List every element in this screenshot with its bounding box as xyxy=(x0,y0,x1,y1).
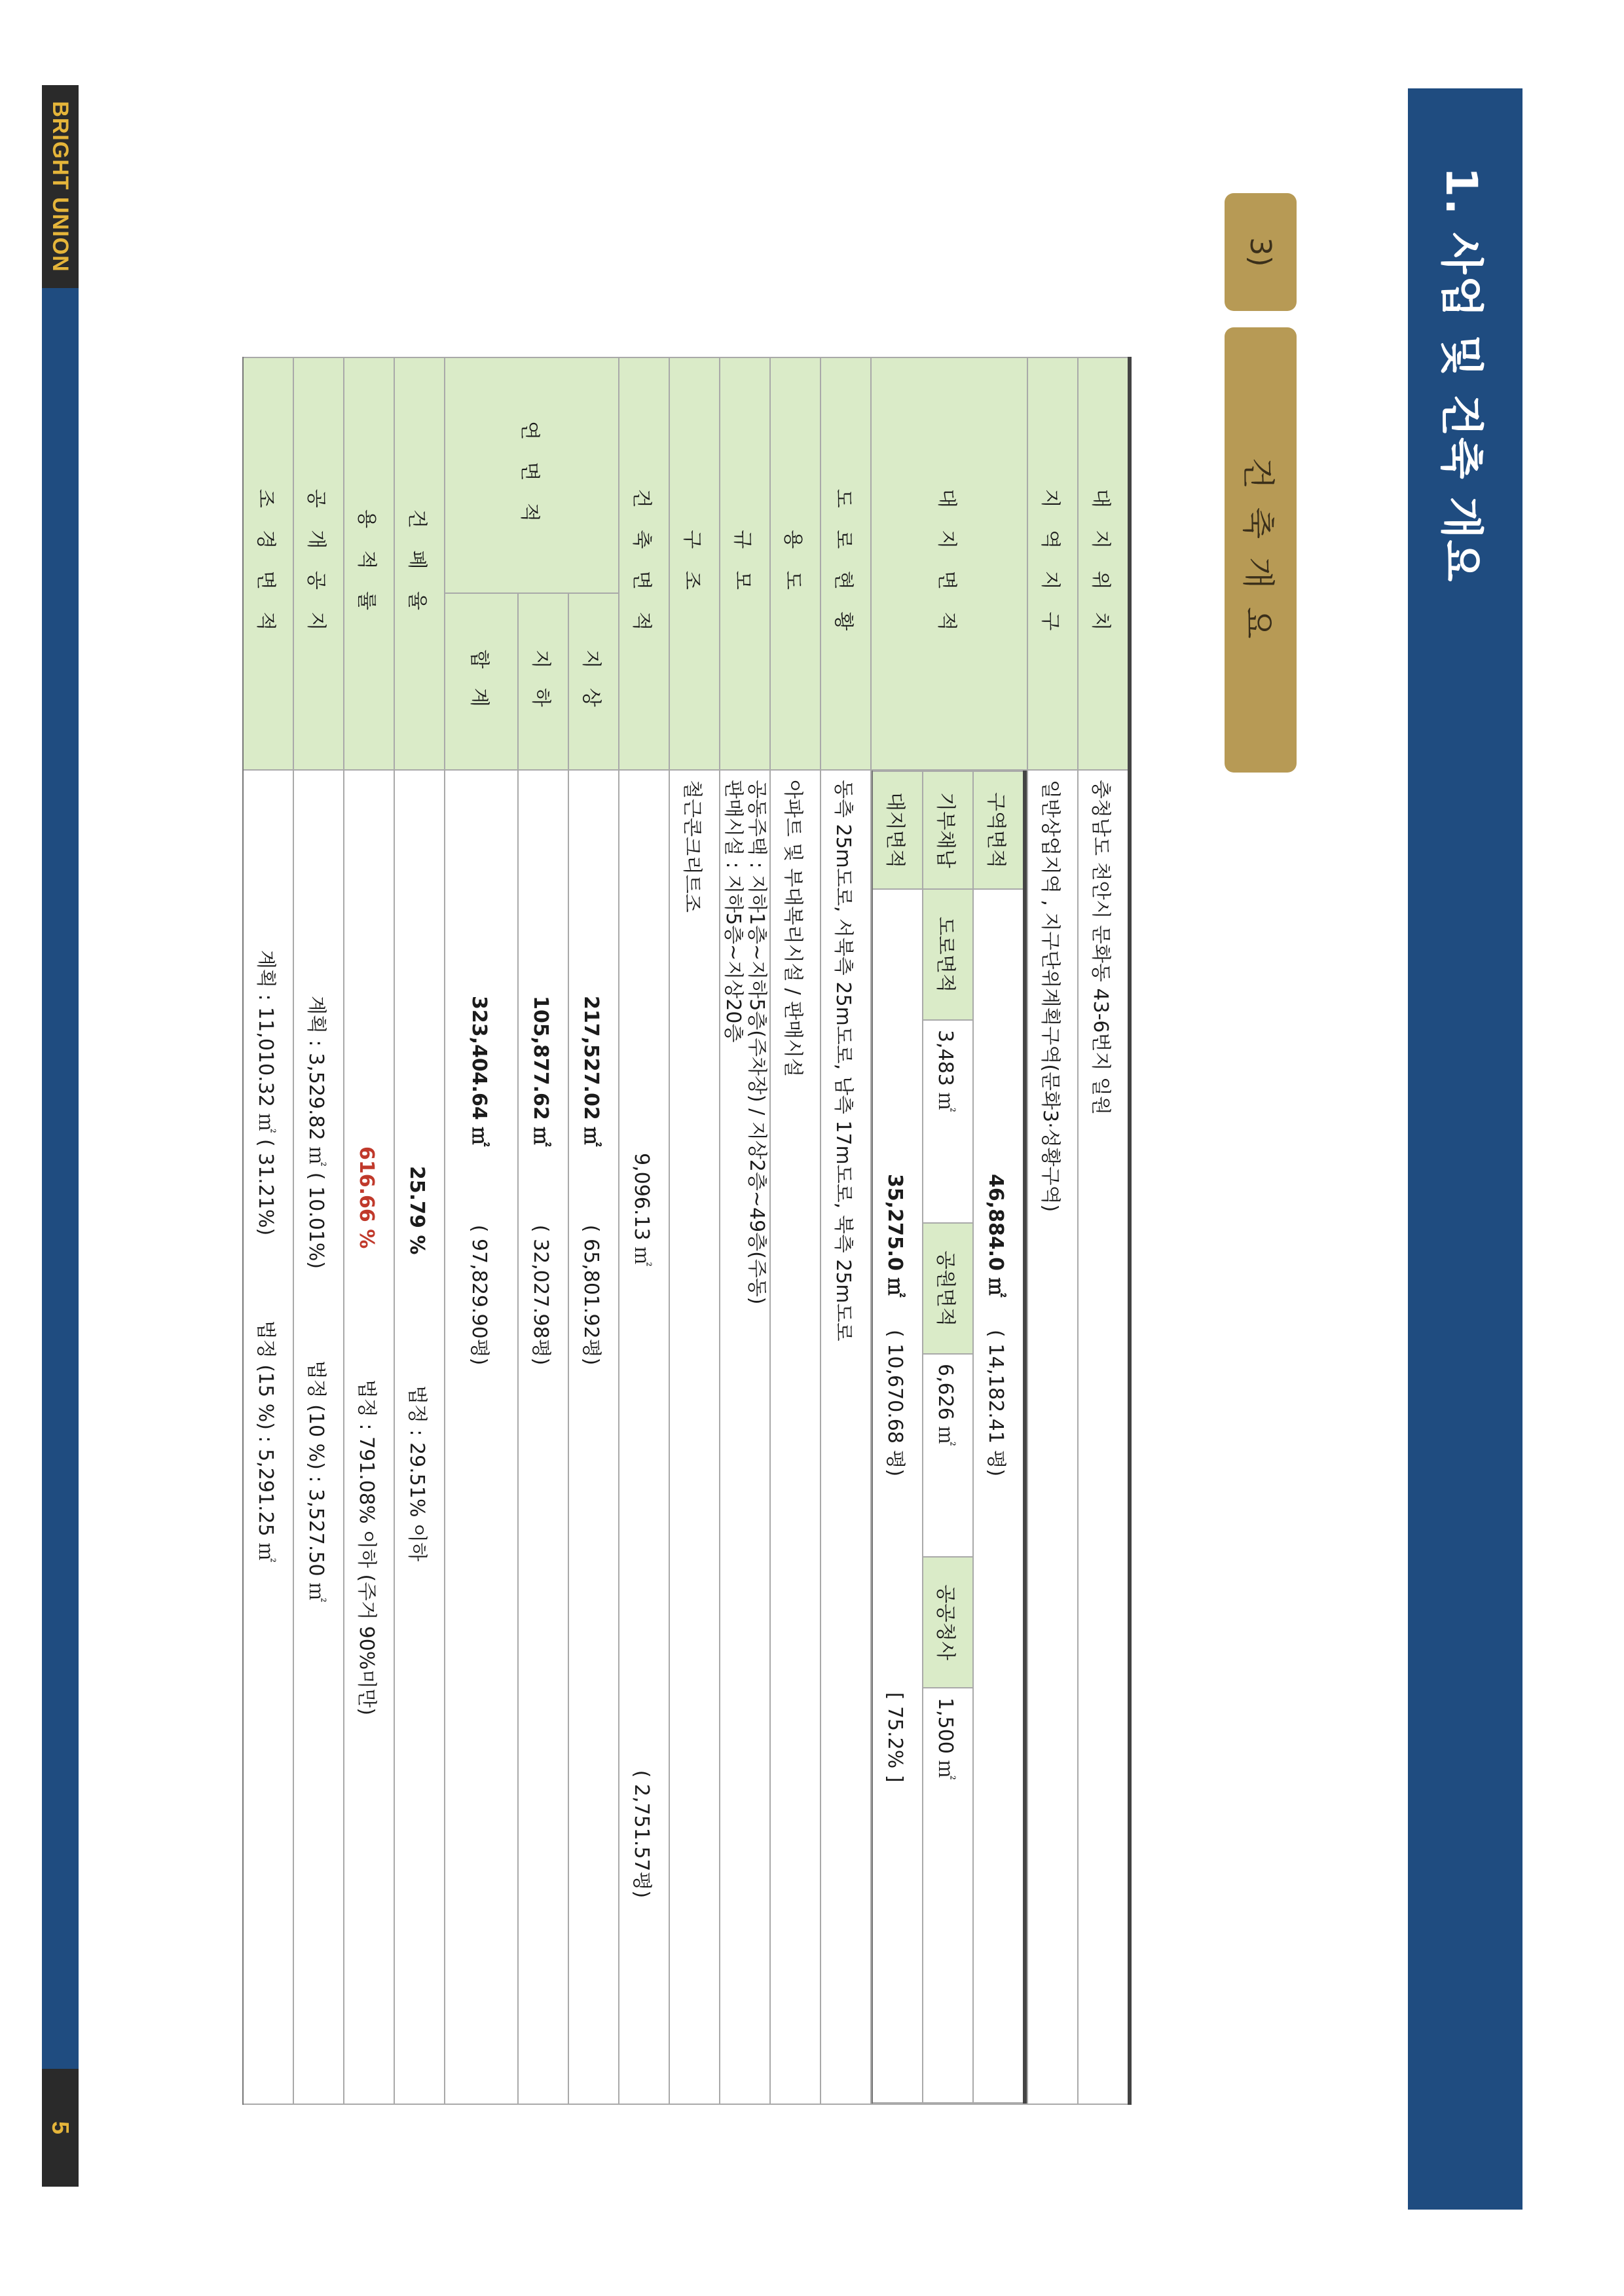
road-area-label: 도로면적 xyxy=(923,889,973,1020)
park-area-label: 공원면적 xyxy=(923,1223,973,1354)
gfa-above-label: 지 상 xyxy=(568,593,619,770)
site-area-subtable xyxy=(872,771,1027,2104)
row-value xyxy=(568,770,619,2104)
landscape-plan: 계획 : 11,010.32 ㎡ ( 31.21%) xyxy=(254,950,278,1236)
table-row xyxy=(669,357,720,2104)
lot-area-pyeong: ( 10,670.68 평) xyxy=(883,1330,907,1477)
brand-label: BRIGHT UNION xyxy=(42,85,79,288)
scale-line-1: 공동주택 : 지하1층~지하5층(주차장) / 지상2층~49층(주동) xyxy=(745,780,769,1305)
row-label: 건 축 면 적 xyxy=(619,357,669,770)
table-row xyxy=(871,357,1027,2104)
section-title-badge: 건 축 개 요 xyxy=(1225,327,1297,773)
row-label: 건 폐 율 xyxy=(394,357,445,770)
gfa-above-value: 217,527.02 ㎡ xyxy=(580,996,603,1147)
district-area-value-cell xyxy=(973,889,1025,2103)
gfa-below-pyeong: ( 32,027.98평) xyxy=(529,1224,553,1366)
donation-label: 기부채납 xyxy=(923,771,973,889)
row-value xyxy=(243,770,293,2104)
row-value xyxy=(518,770,568,2104)
district-area-value: 46,884.0 ㎡ xyxy=(984,1174,1008,1298)
row-value xyxy=(394,770,445,2104)
gfa-below-value: 105,877.62 ㎡ xyxy=(529,996,553,1147)
row-label: 지 역 지 구 xyxy=(1027,357,1078,770)
public-office-value: 1,500 ㎡ xyxy=(923,1688,973,2103)
open-space-plan: 계획 : 3,529.82 ㎡ ( 10.01%) xyxy=(304,996,328,1269)
lot-area-value-cell xyxy=(872,889,923,2103)
gfa-below-label: 지 하 xyxy=(518,593,568,770)
gfa-total-pyeong: ( 97,829.90평) xyxy=(468,1224,490,1366)
row-value: 철근콘크리트조 xyxy=(669,770,720,2104)
park-area-value: 6,626 ㎡ xyxy=(923,1354,973,1557)
district-area-pyeong: ( 14,182.41 평) xyxy=(984,1330,1008,1477)
road-area-value: 3,483 ㎡ xyxy=(923,1020,973,1223)
far-legal: 법정 : 791.08% 이하 (주거 90%미만) xyxy=(355,1379,378,1716)
building-area-pyeong: ( 2,751.57평) xyxy=(630,1770,654,1899)
gfa-above-pyeong: ( 65,801.92평) xyxy=(580,1224,603,1366)
building-overview-table xyxy=(242,357,1132,2105)
row-value xyxy=(445,770,518,2104)
row-label: 용 도 xyxy=(770,357,821,770)
table-row xyxy=(821,357,871,2104)
row-label: 연 면 적 xyxy=(445,357,619,593)
landscape-legal: 법정 (15 %) : 5,291.25 ㎡ xyxy=(254,1320,278,1563)
bcr-legal: 법정 : 29.51% 이하 xyxy=(405,1385,429,1561)
table-row xyxy=(568,357,619,2104)
table-row xyxy=(720,357,770,2104)
page-number: 5 xyxy=(42,2069,79,2187)
table-row xyxy=(1078,357,1130,2104)
row-value xyxy=(293,770,344,2104)
building-area-value: 9,096.13 ㎡ xyxy=(630,1153,654,1267)
row-value xyxy=(344,770,394,2104)
lot-area-value: 35,275.0 ㎡ xyxy=(883,1174,907,1298)
row-value: 충청남도 천안시 문화동 43-6번지 일원 xyxy=(1078,770,1130,2104)
far-value: 616.66 % xyxy=(355,1146,378,1249)
row-value: 일반상업지역 , 지구단위계획구역(문화3·성황구역) xyxy=(1027,770,1078,2104)
row-value xyxy=(720,770,770,2104)
table-row xyxy=(394,357,445,2104)
scale-line-2: 판매시설 : 지하5층~지상20층 xyxy=(722,780,745,1043)
section-number-badge: 3) xyxy=(1225,193,1297,311)
table-row xyxy=(518,357,568,2104)
bcr-value: 25.79 % xyxy=(405,1166,429,1255)
row-label: 대 지 위 치 xyxy=(1078,357,1130,770)
row-label: 조 경 면 적 xyxy=(243,357,293,770)
gfa-total-label: 합 계 xyxy=(445,593,518,770)
gfa-total-value: 323,404.64 ㎡ xyxy=(468,996,490,1147)
district-area-label: 구역면적 xyxy=(973,771,1025,889)
table-row xyxy=(293,357,344,2104)
table-row xyxy=(344,357,394,2104)
table-row xyxy=(619,357,669,2104)
lot-area-ratio: [ 75.2% ] xyxy=(883,1692,907,1783)
open-space-legal: 법정 (10 %) : 3,527.50 ㎡ xyxy=(304,1360,328,1603)
site-area-cell xyxy=(871,770,1027,2104)
row-value: 동측 25m도로, 서북측 25m도로, 남측 17m도로, 북측 25m도로 xyxy=(821,770,871,2104)
table-row xyxy=(243,357,293,2104)
table-row xyxy=(770,357,821,2104)
row-label: 대 지 면 적 xyxy=(871,357,1027,770)
public-office-label: 공공청사 xyxy=(923,1557,973,1688)
page-title: 1. 사업 및 건축 개요 xyxy=(1436,167,1486,583)
row-label: 규 모 xyxy=(720,357,770,770)
footer-bar xyxy=(42,85,79,2187)
row-label: 구 조 xyxy=(669,357,720,770)
row-label: 용 적 률 xyxy=(344,357,394,770)
row-label: 도 로 현 황 xyxy=(821,357,871,770)
lot-area-label: 대지면적 xyxy=(872,771,923,889)
row-label: 공 개 공 지 xyxy=(293,357,344,770)
row-value: 아파트 및 부대복리시설 / 판매시설 xyxy=(770,770,821,2104)
table-row xyxy=(1027,357,1078,2104)
row-value xyxy=(619,770,669,2104)
table-row xyxy=(445,357,518,2104)
